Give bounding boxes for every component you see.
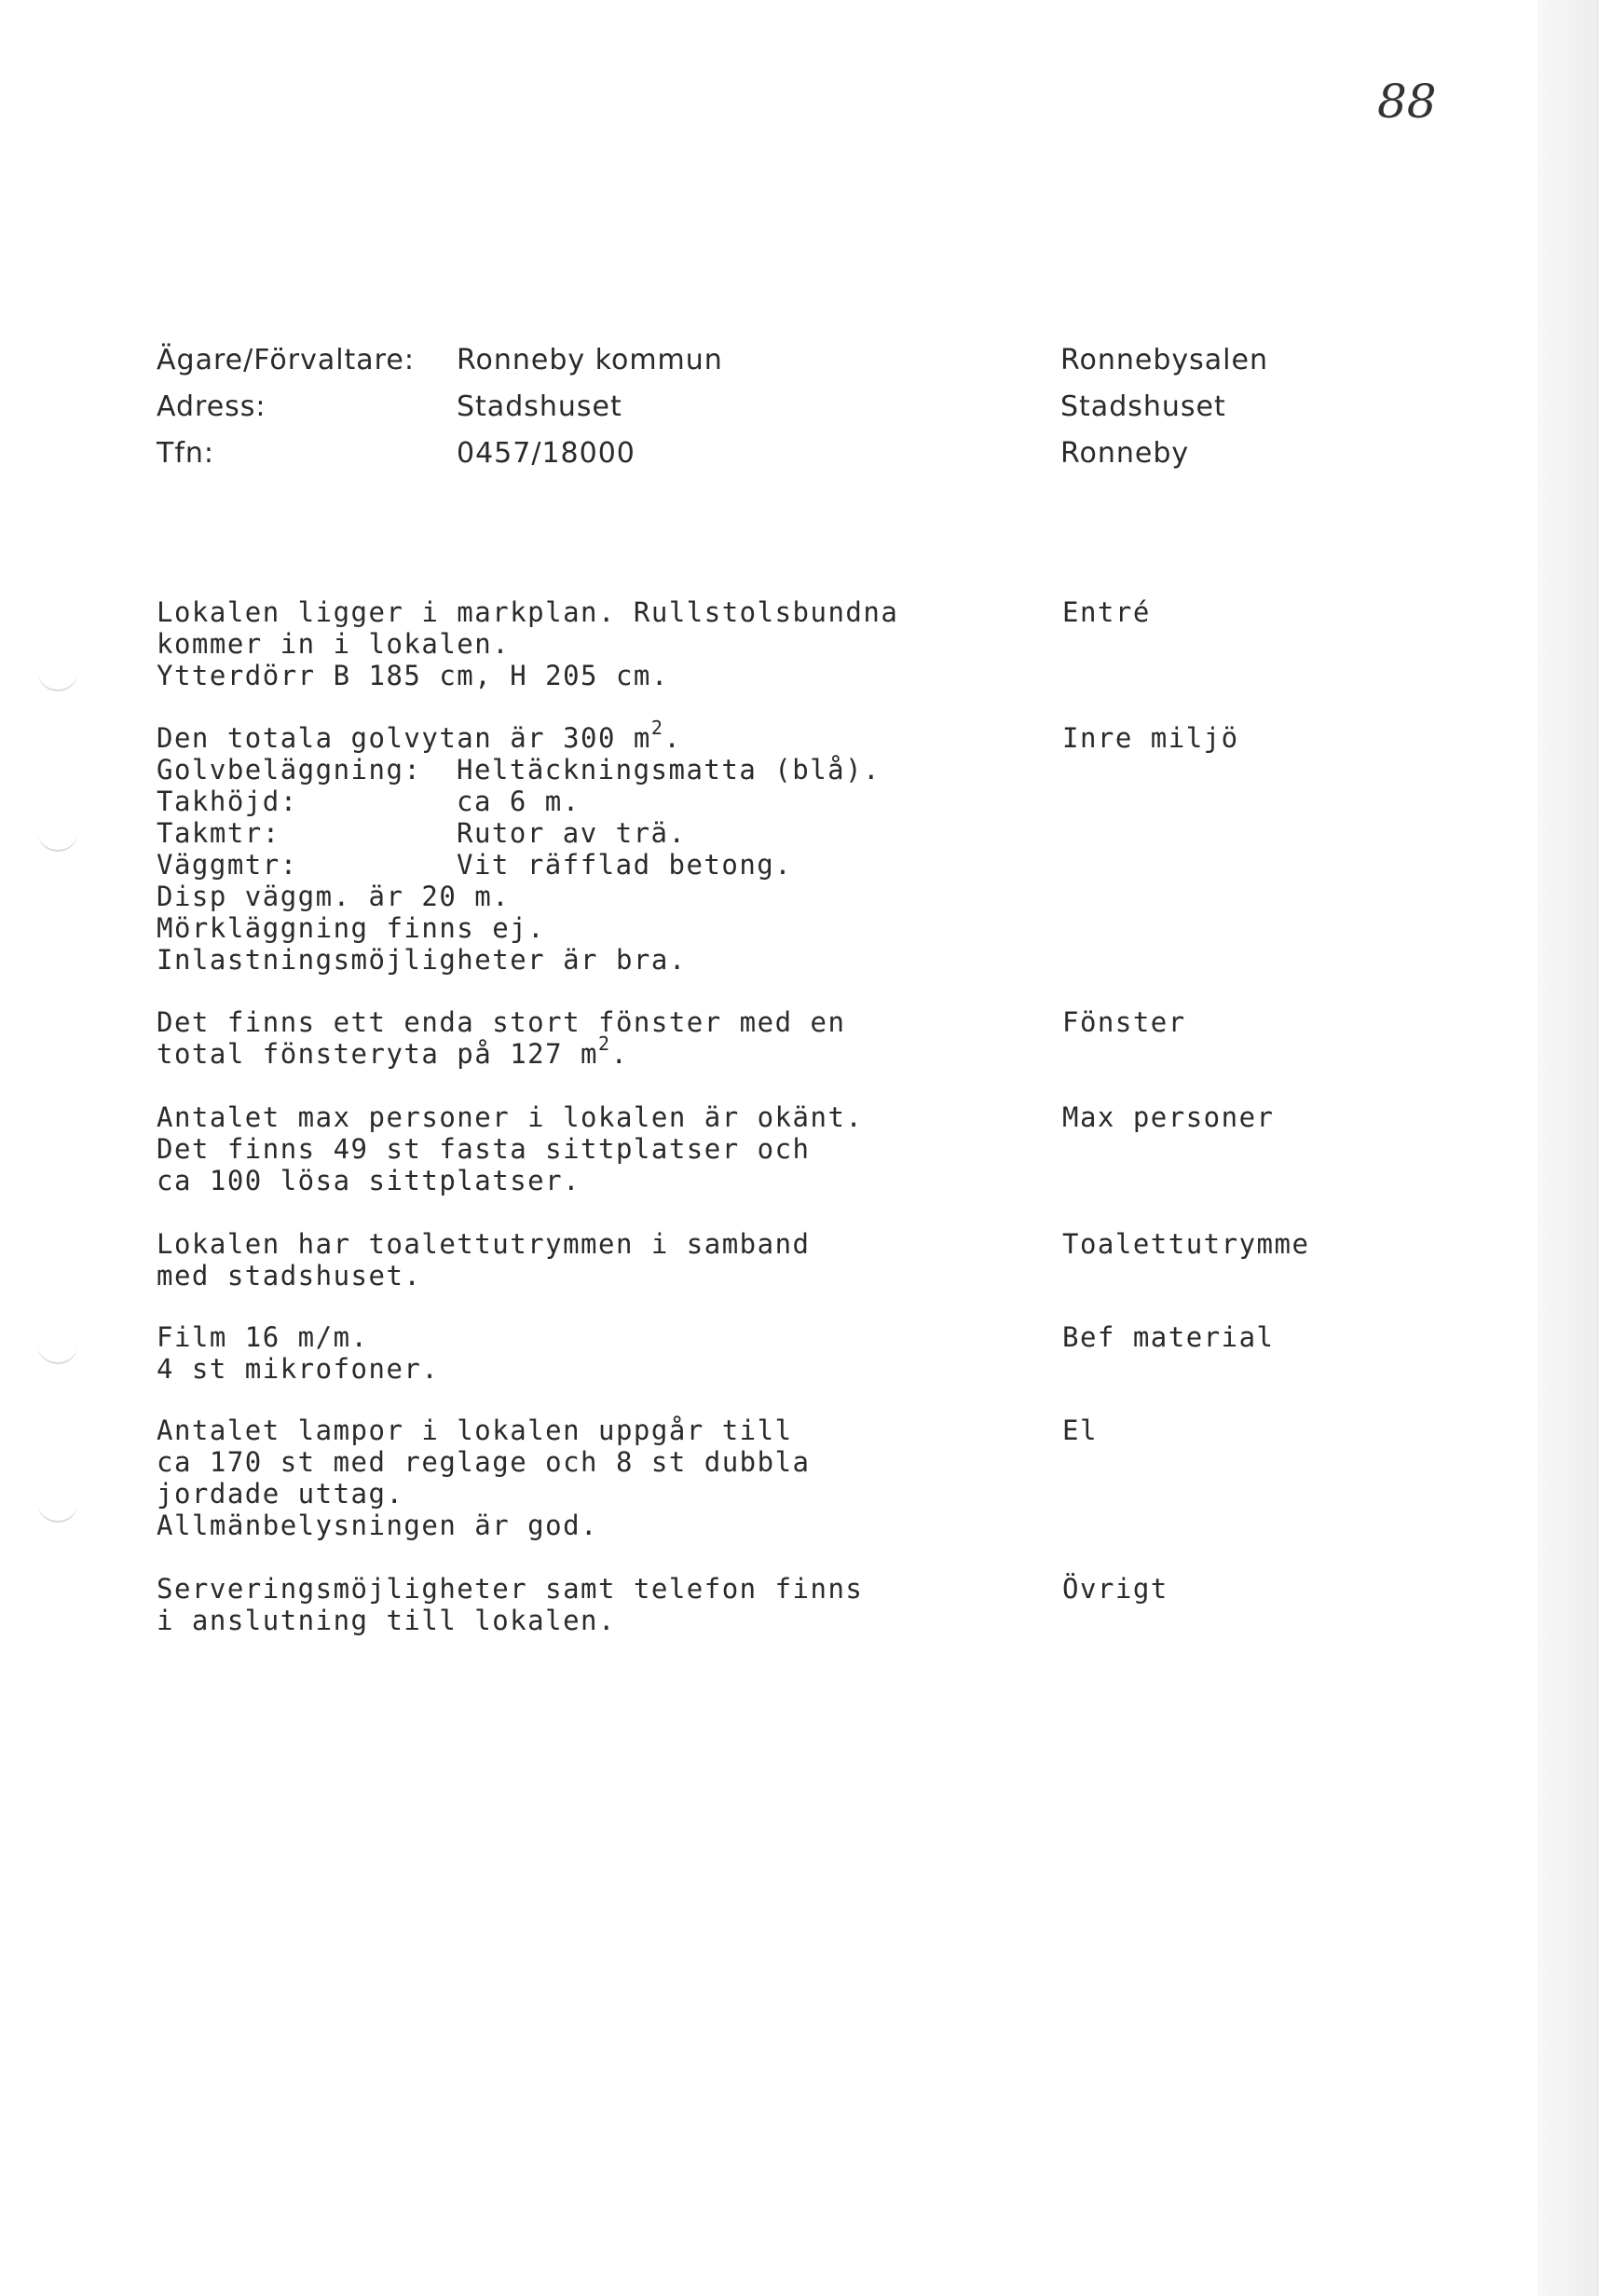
max-personer-label: Max personer <box>1062 1101 1275 1133</box>
max-line: Antalet max personer i lokalen är okänt. <box>157 1101 864 1133</box>
address-value: Stadshuset <box>457 390 622 423</box>
inre-miljo-label: Inre miljö <box>1062 722 1239 754</box>
address-label: Adress: <box>157 390 266 423</box>
wall-material-key: Väggmtr: <box>157 849 298 881</box>
page-number: 88 <box>1377 75 1437 129</box>
inre-line: Inlastningsmöjligheter är bra. <box>157 944 687 976</box>
venue-town: Ronneby <box>1060 437 1190 470</box>
entre-line: Ytterdörr B 185 cm, H 205 cm. <box>157 660 669 691</box>
fonster-area-text: total fönsteryta på 127 m <box>157 1038 598 1070</box>
inre-line: Disp väggm. är 20 m. <box>157 881 511 912</box>
punch-hole-mark <box>37 669 78 691</box>
floor-covering-value: Heltäckningsmatta (blå). <box>457 754 882 786</box>
max-line: Det finns 49 st fasta sittplatser och <box>157 1133 811 1165</box>
el-line: ca 170 st med reglage och 8 st dubbla <box>157 1446 811 1478</box>
ovrigt-line: i anslutning till lokalen. <box>157 1605 616 1636</box>
floor-area-line <box>157 717 682 754</box>
fonster-area-end: . <box>610 1038 629 1070</box>
venue-building: Stadshuset <box>1060 390 1226 423</box>
bef-material-label: Bef material <box>1062 1321 1275 1353</box>
punch-hole-mark <box>37 1500 78 1523</box>
ceiling-height-value: ca 6 m. <box>457 786 581 817</box>
material-line: 4 st mikrofoner. <box>157 1353 440 1385</box>
scan-edge-shadow <box>1538 0 1599 2296</box>
phone-value: 0457/18000 <box>457 437 636 470</box>
owner-label: Ägare/Förvaltare: <box>157 344 415 376</box>
el-line: Antalet lampor i lokalen uppgår till <box>157 1414 793 1446</box>
fonster-area-sup: 2 <box>598 1032 611 1055</box>
entre-label: Entré <box>1062 596 1151 628</box>
venue-name: Ronnebysalen <box>1060 344 1268 376</box>
punch-hole-mark <box>37 829 78 852</box>
ceiling-material-value: Rutor av trä. <box>457 817 687 849</box>
floor-area-sup: 2 <box>650 717 664 739</box>
ovrigt-label: Övrigt <box>1062 1573 1168 1605</box>
toalett-label: Toalettutrymme <box>1062 1228 1310 1260</box>
el-line: Allmänbelysningen är god. <box>157 1510 598 1541</box>
fonster-line: Det finns ett enda stort fönster med en <box>157 1006 846 1038</box>
owner-value: Ronneby kommun <box>457 344 723 376</box>
entre-line: kommer in i lokalen. <box>157 628 511 660</box>
toalett-line: med stadshuset. <box>157 1260 422 1292</box>
phone-label: Tfn: <box>157 437 215 470</box>
max-line: ca 100 lösa sittplatser. <box>157 1165 581 1196</box>
entre-line: Lokalen ligger i markplan. Rullstolsbundna <box>157 596 899 628</box>
ceiling-height-key: Takhöjd: <box>157 786 298 817</box>
fonster-area-line <box>157 1032 629 1070</box>
inre-line: Mörkläggning finns ej. <box>157 912 546 944</box>
punch-hole-mark <box>37 1342 78 1364</box>
fonster-label: Fönster <box>1062 1006 1186 1038</box>
floor-covering-key: Golvbeläggning: <box>157 754 422 786</box>
material-line: Film 16 m/m. <box>157 1321 369 1353</box>
ceiling-material-key: Takmtr: <box>157 817 280 849</box>
wall-material-value: Vit räfflad betong. <box>457 849 793 881</box>
floor-area-end: . <box>663 722 682 754</box>
toalett-line: Lokalen har toalettutrymmen i samband <box>157 1228 811 1260</box>
floor-area-text: Den totala golvytan är 300 m <box>157 722 651 754</box>
ovrigt-line: Serveringsmöjligheter samt telefon finns <box>157 1573 864 1605</box>
el-line: jordade uttag. <box>157 1478 404 1510</box>
el-label: El <box>1062 1414 1098 1446</box>
